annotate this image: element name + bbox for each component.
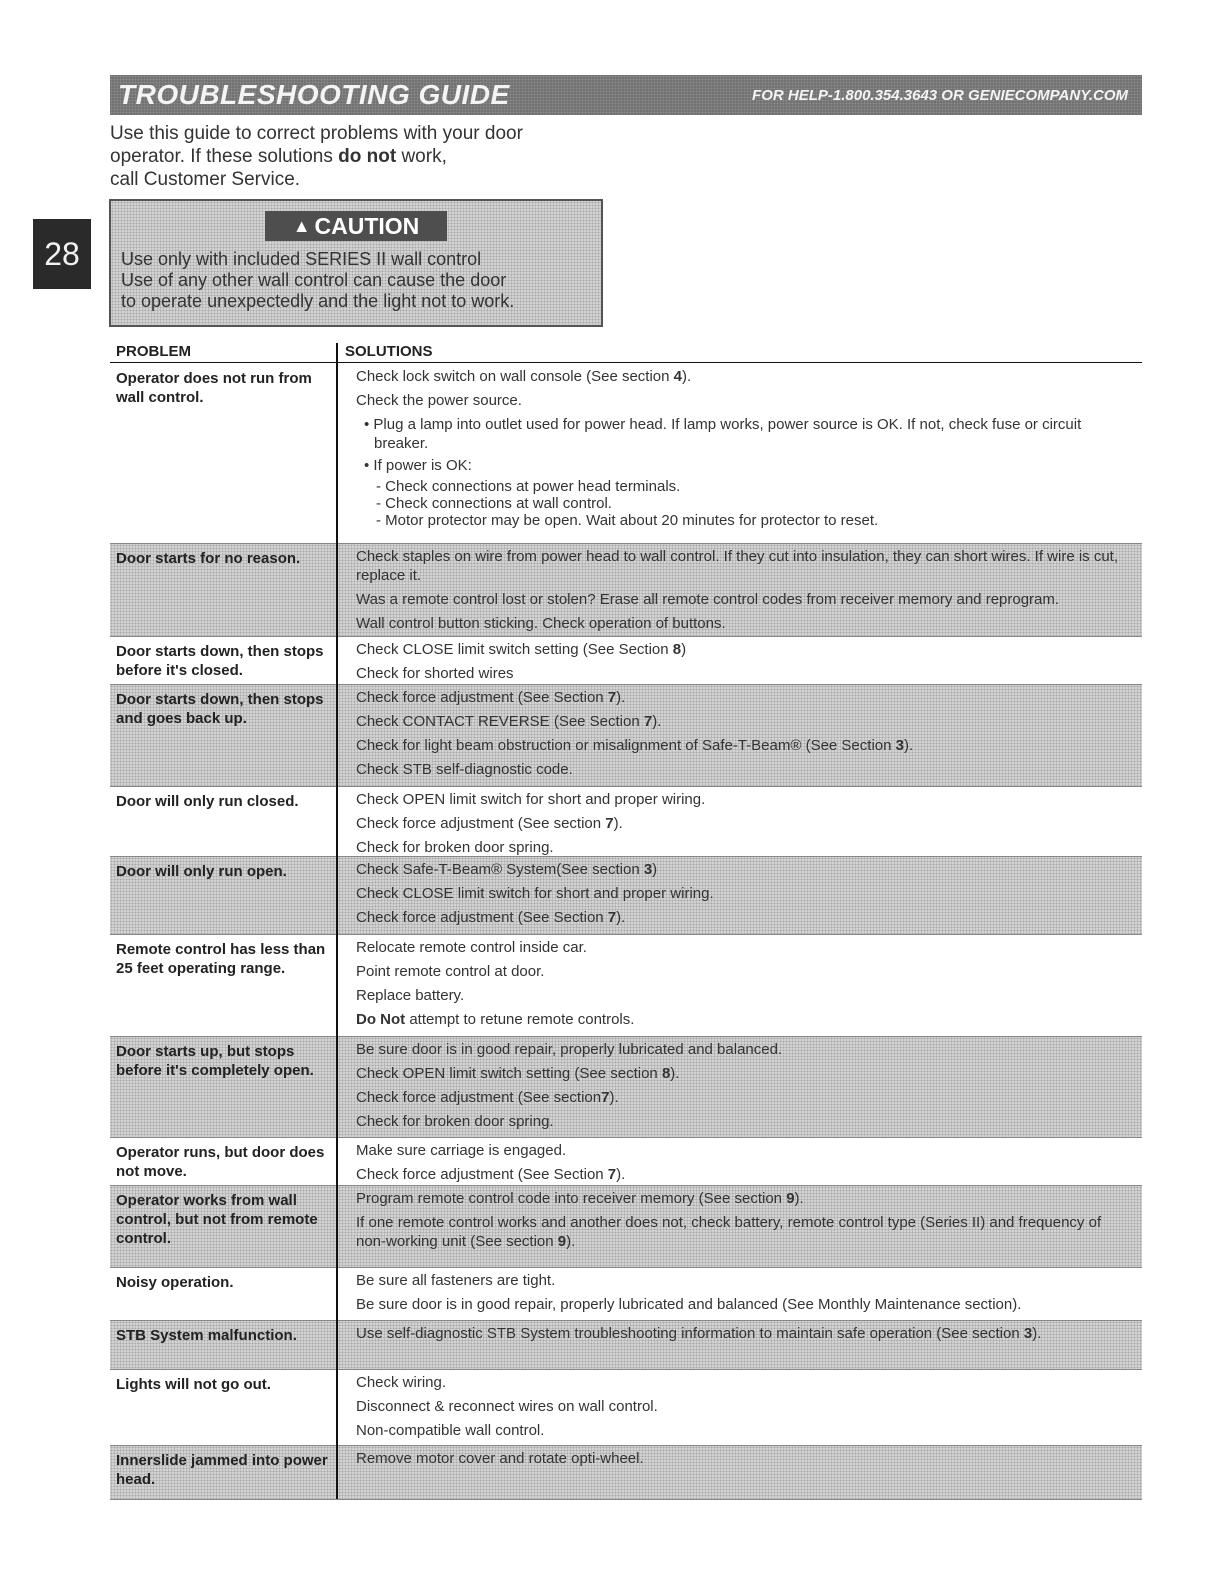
solution-text-end: ). xyxy=(652,713,662,730)
problem-cell: Door will only run open. xyxy=(116,863,287,880)
solution-line xyxy=(356,1421,1132,1440)
solution-text: Be sure door is in good repair, properly lubricated and balanced. xyxy=(356,1041,783,1058)
table-row xyxy=(110,685,1142,787)
solution-line xyxy=(356,1141,1132,1160)
solution-text: Program remote control code into receiver memory (See section xyxy=(356,1190,787,1207)
solution-text: Make sure carriage is engaged. xyxy=(356,1142,567,1159)
solution-text: Be sure all fasteners are tight. xyxy=(356,1272,556,1289)
solution-text: Remove motor cover and rotate opti-wheel. xyxy=(356,1450,644,1467)
intro-text xyxy=(110,122,570,191)
problem-cell: STB System malfunction. xyxy=(116,1327,297,1344)
solution-text: Replace battery. xyxy=(356,987,465,1004)
solution-text: Check force adjustment (See section xyxy=(356,815,606,832)
solution-text: If one remote control works and another does not, check battery, remote control type (Series II) and frequency of non-working unit (See section xyxy=(356,1214,1102,1250)
solution-line xyxy=(356,814,1132,833)
solution-line xyxy=(356,962,1132,981)
solution-line xyxy=(356,790,1132,809)
solution-text-end: ). xyxy=(616,909,626,926)
solution-line xyxy=(356,884,1132,903)
solution-text: Non-compatible wall control. xyxy=(356,1422,545,1439)
solution-subitem xyxy=(356,512,1132,529)
table-row xyxy=(110,1186,1142,1268)
problem-cell: Innerslide jammed into power head. xyxy=(116,1452,328,1488)
section-ref: 7 xyxy=(601,1089,610,1106)
solution-line xyxy=(356,1189,1132,1208)
section-ref: 3 xyxy=(1023,1325,1033,1342)
solution-text: Disconnect & reconnect wires on wall control. xyxy=(356,1398,658,1415)
caution-label: CAUTION xyxy=(314,212,420,239)
section-ref: 4 xyxy=(673,368,682,385)
section-ref: 7 xyxy=(607,1166,617,1183)
solution-line xyxy=(356,1213,1132,1251)
caution-line: Use only with included SERIES II wall control xyxy=(121,249,482,269)
problem-cell: Door starts for no reason. xyxy=(116,550,301,567)
table-row xyxy=(110,857,1142,935)
intro-line-3: call Customer Service. xyxy=(110,169,301,190)
problem-cell: Noisy operation. xyxy=(116,1274,234,1291)
solution-text: If power is OK: xyxy=(373,457,472,474)
solution-line xyxy=(356,986,1132,1005)
solution-emphasis: Do Not xyxy=(356,1011,406,1028)
intro-line-2-start: operator. If these solutions xyxy=(110,146,339,167)
section-ref: 8 xyxy=(661,1065,671,1082)
solutions-cell xyxy=(356,1141,1132,1189)
solution-text: Use self-diagnostic STB System troubleshooting information to maintain safe operation (See section xyxy=(356,1325,1024,1342)
column-divider xyxy=(336,343,338,1499)
section-ref: 7 xyxy=(643,713,653,730)
section-title: TROUBLESHOOTING GUIDE xyxy=(118,79,510,110)
solution-text-end: ). xyxy=(613,815,623,832)
solution-line xyxy=(356,1449,1132,1468)
solution-text-end: ) xyxy=(652,861,658,878)
solution-line xyxy=(356,367,1132,386)
solution-text: Wall control button sticking. Check operation of buttons. xyxy=(356,615,726,632)
table-row xyxy=(110,637,1142,685)
solution-line xyxy=(356,1271,1132,1290)
page-number-tab: 28 xyxy=(33,219,91,289)
table-row xyxy=(110,1268,1142,1321)
solution-line xyxy=(356,614,1132,633)
problem-cell: Operator works from wall control, but not from remote control. xyxy=(116,1192,318,1247)
solution-text-end: ). xyxy=(616,689,626,706)
solution-text: Check force adjustment (See Section xyxy=(356,1166,608,1183)
table-row xyxy=(110,1446,1142,1500)
table-row xyxy=(110,1370,1142,1446)
solutions-cell xyxy=(356,640,1132,688)
solution-text: Check force adjustment (See section xyxy=(356,1089,602,1106)
intro-emphasis: do not xyxy=(338,146,397,167)
solution-line xyxy=(356,1064,1132,1083)
solution-subitem xyxy=(356,478,1132,495)
section-header-bar xyxy=(110,75,1142,115)
section-ref: 9 xyxy=(557,1233,567,1250)
section-ref: 3 xyxy=(643,861,653,878)
solution-line xyxy=(356,688,1132,707)
solution-text: Check wiring. xyxy=(356,1374,447,1391)
solution-text: Relocate remote control inside car. xyxy=(356,939,587,956)
table-row xyxy=(110,1037,1142,1138)
solutions-cell xyxy=(356,1040,1132,1136)
caution-badge xyxy=(265,211,447,241)
solution-text: Check Safe-T-Beam® System(See section xyxy=(356,861,644,878)
solution-text: Be sure door is in good repair, properly lubricated and balanced (See Monthly Maintenance section). xyxy=(356,1296,1022,1313)
solution-text: Plug a lamp into outlet used for power head. If lamp works, power source is OK. If not, check fuse or circuit breaker. xyxy=(373,416,1082,452)
intro-line-1: Use this guide to correct problems with your door xyxy=(110,123,523,144)
solution-line xyxy=(356,1088,1132,1107)
solution-line xyxy=(356,938,1132,957)
solutions-cell xyxy=(356,1449,1132,1473)
solution-text: Check the power source. xyxy=(356,392,522,409)
solution-text-end: ). xyxy=(682,368,692,385)
solution-subitem xyxy=(356,495,1132,512)
table-row xyxy=(110,1321,1142,1370)
table-row xyxy=(110,935,1142,1037)
table-row xyxy=(110,1138,1142,1186)
solution-bullet xyxy=(356,415,1132,453)
solution-text: Check for broken door spring. xyxy=(356,1113,554,1130)
solution-text: Check STB self-diagnostic code. xyxy=(356,761,573,778)
solution-text: Check OPEN limit switch setting (See section xyxy=(356,1065,662,1082)
solution-line xyxy=(356,1397,1132,1416)
solution-text: - Check connections at wall control. xyxy=(376,495,612,512)
warning-triangle-icon: ▲ xyxy=(292,215,311,236)
problem-cell: Lights will not go out. xyxy=(116,1376,271,1393)
problem-cell: Door will only run closed. xyxy=(116,793,299,810)
problem-cell: Door starts down, then stops before it's closed. xyxy=(116,643,324,679)
solution-text: - Check connections at power head terminals. xyxy=(376,478,681,495)
solution-text: Check for shorted wires xyxy=(356,665,514,682)
solution-text: attempt to retune remote controls. xyxy=(405,1011,635,1028)
solution-text-end: ). xyxy=(566,1233,576,1250)
solution-bullet xyxy=(356,456,1132,475)
solution-text-end: ). xyxy=(616,1166,626,1183)
solution-line xyxy=(356,1040,1132,1059)
solution-text-end: ). xyxy=(903,737,914,754)
solution-text: Check CLOSE limit switch for short and proper wiring. xyxy=(356,885,714,902)
solution-text: Check staples on wire from power head to wall control. If they cut into insulation, they can short wires. If wire is cut, replace it. xyxy=(356,548,1119,584)
solution-text: Check force adjustment (See Section xyxy=(356,909,608,926)
table-row xyxy=(110,787,1142,857)
solution-text-end: ) xyxy=(681,641,687,658)
problem-cell: Operator runs, but door does not move. xyxy=(116,1144,325,1180)
solution-text-end: ). xyxy=(670,1065,680,1082)
solution-text: Check CONTACT REVERSE (See Section xyxy=(356,713,644,730)
solution-line xyxy=(356,838,1132,857)
solution-line xyxy=(356,640,1132,659)
solutions-column-header: SOLUTIONS xyxy=(345,343,433,360)
solution-text: Check for broken door spring. xyxy=(356,839,554,856)
solution-line xyxy=(356,760,1132,779)
solution-line xyxy=(356,736,1132,755)
solution-text: Check lock switch on wall console (See section xyxy=(356,368,674,385)
solutions-cell xyxy=(356,1324,1132,1348)
solution-text-end: ). xyxy=(1032,1325,1042,1342)
solution-line xyxy=(356,391,1132,410)
solutions-cell xyxy=(356,1189,1132,1256)
solution-line xyxy=(356,860,1132,879)
solution-line xyxy=(356,712,1132,731)
solution-line xyxy=(356,1295,1132,1314)
intro-line-2 xyxy=(110,145,570,168)
section-ref: 7 xyxy=(605,815,614,832)
solutions-cell xyxy=(356,547,1132,638)
problem-cell: Remote control has less than 25 feet operating range. xyxy=(116,941,326,977)
solutions-cell xyxy=(356,1271,1132,1319)
solutions-cell xyxy=(356,367,1132,529)
problem-cell: Door starts up, but stops before it's completely open. xyxy=(116,1043,314,1079)
section-ref: 7 xyxy=(607,689,617,706)
solutions-cell xyxy=(356,688,1132,784)
caution-line: to operate unexpectedly and the light not to work. xyxy=(121,291,515,311)
solution-line xyxy=(356,664,1132,683)
solutions-cell xyxy=(356,1373,1132,1445)
solution-text: Point remote control at door. xyxy=(356,963,545,980)
solution-line xyxy=(356,1373,1132,1392)
solution-text-end: ). xyxy=(609,1089,619,1106)
solution-text: Check force adjustment (See Section xyxy=(356,689,608,706)
solution-line xyxy=(356,908,1132,927)
troubleshooting-table xyxy=(110,340,1142,1488)
help-contact: FOR HELP-1.800.354.3643 OR GENIECOMPANY.COM xyxy=(752,86,1128,104)
caution-box xyxy=(109,199,603,327)
solutions-cell xyxy=(356,860,1132,932)
solution-line xyxy=(356,1112,1132,1131)
solution-text-end: ). xyxy=(794,1190,804,1207)
section-ref: 3 xyxy=(895,737,904,754)
table-row xyxy=(110,364,1142,544)
solution-text: Was a remote control lost or stolen? Erase all remote control codes from receiver memory and reprogram. xyxy=(356,591,1060,608)
section-ref: 7 xyxy=(607,909,617,926)
solution-text: - Motor protector may be open. Wait about 20 minutes for protector to reset. xyxy=(376,512,879,529)
caution-line: Use of any other wall control can cause the door xyxy=(121,270,507,290)
solution-text: Check OPEN limit switch for short and proper wiring. xyxy=(356,791,706,808)
table-row xyxy=(110,544,1142,637)
table-header xyxy=(110,340,1142,363)
solution-text: Check for light beam obstruction or misalignment of Safe-T-Beam® (See Section xyxy=(356,737,896,754)
problem-cell: Operator does not run from wall control. xyxy=(116,370,312,406)
section-ref: 8 xyxy=(672,641,682,658)
solutions-cell xyxy=(356,790,1132,862)
solution-line xyxy=(356,1165,1132,1184)
solution-text: Check CLOSE limit switch setting (See Section xyxy=(356,641,673,658)
problem-cell: Door starts down, then stops and goes back up. xyxy=(116,691,324,727)
problem-column-header: PROBLEM xyxy=(116,343,191,360)
solution-line xyxy=(356,1010,1132,1029)
solution-line xyxy=(356,590,1132,609)
solutions-cell xyxy=(356,938,1132,1034)
section-ref: 9 xyxy=(786,1190,795,1207)
solution-line xyxy=(356,547,1132,585)
solution-line xyxy=(356,1324,1132,1343)
intro-line-2-end: work, xyxy=(396,146,447,167)
